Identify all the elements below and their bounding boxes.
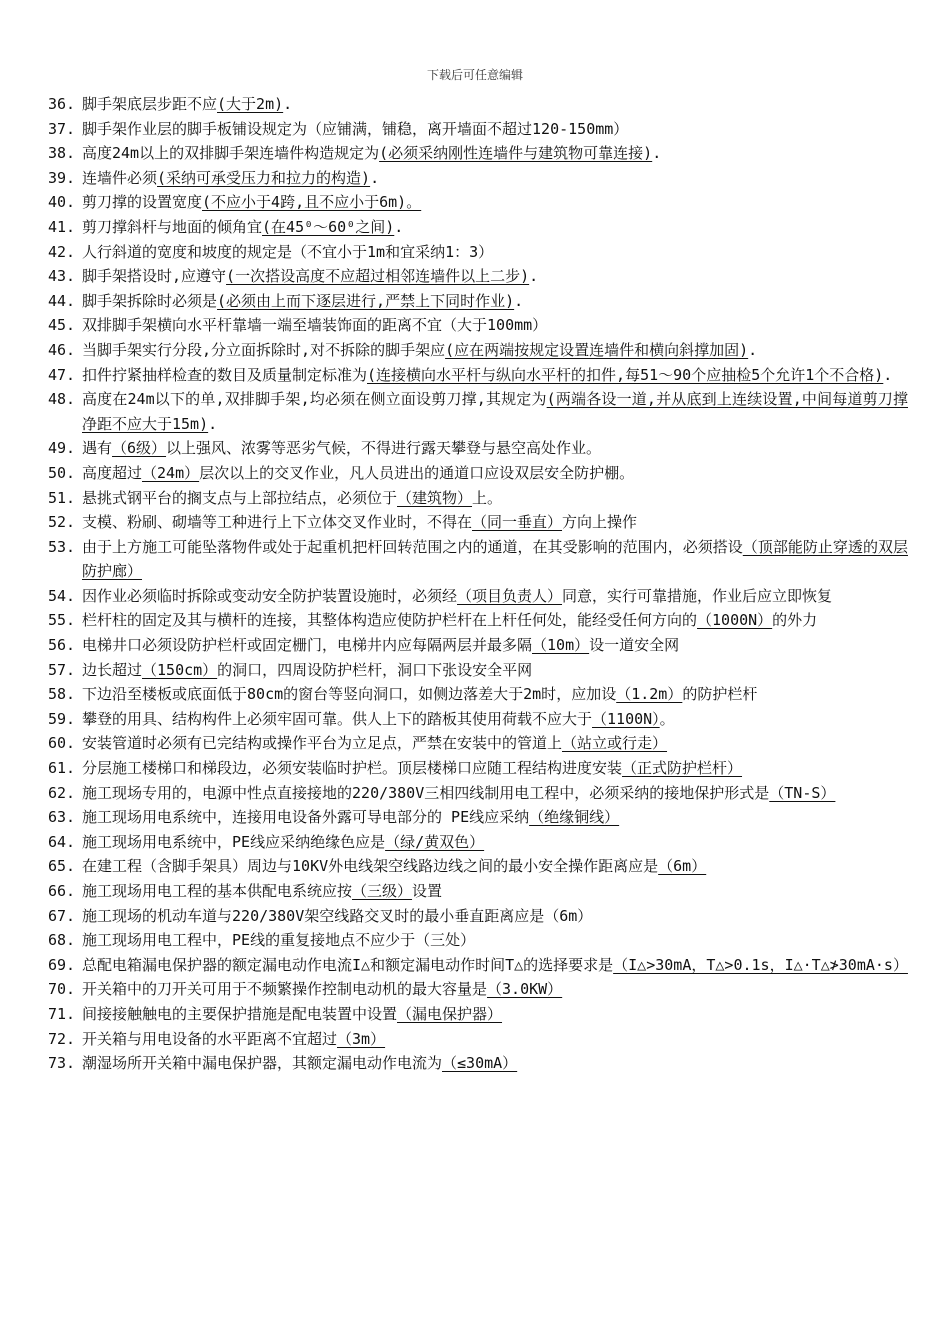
- question-text: [82, 658, 908, 683]
- question-stem: 栏杆柱的固定及其与横杆的连接，其整体构造应使防护栏杆在上杆任何处，能经受任何方向的: [82, 611, 698, 630]
- question-stem: 剪刀撑的设置宽度: [82, 193, 203, 212]
- question-text: [82, 264, 908, 289]
- question-stem: 开关箱中的刀开关可用于不频繁操作控制电动机的最大容量是: [82, 980, 488, 999]
- question-stem: 总配电箱漏电保护器的额定漏电动作电流I△和额定漏电动作时间T△的选择要求是: [82, 955, 614, 974]
- question-text: [82, 461, 908, 486]
- question-number: 73.: [48, 1054, 76, 1073]
- question-text: [82, 805, 908, 830]
- question-text: [82, 240, 908, 265]
- question-text: [82, 756, 908, 781]
- answer-text: （站立或行走）: [562, 734, 668, 753]
- question-item: [48, 240, 908, 265]
- answer-text: （6级）: [112, 439, 167, 458]
- question-item: [48, 781, 908, 806]
- question-item: [48, 289, 908, 314]
- question-item: [48, 117, 908, 142]
- question-tail: .: [208, 414, 218, 433]
- question-tail: 方向上操作: [562, 513, 638, 532]
- question-number: 68.: [48, 931, 76, 950]
- question-stem: 分层施工楼梯口和梯段边，必须安装临时护栏。顶层楼梯口应随工程结构进度安装: [82, 759, 623, 778]
- question-stem: 施工现场的机动车道与220/380V架空线路交叉时的最小垂直距离应是（6m）: [82, 906, 593, 925]
- question-stem: 高度24m以上的双排脚手架连墙件构造规定为: [82, 144, 380, 163]
- question-item: [48, 215, 908, 240]
- answer-text: (必须采纳刚性连墙件与建筑物可靠连接): [379, 144, 653, 163]
- question-number: 59.: [48, 709, 76, 728]
- question-stem: 人行斜道的宽度和坡度的规定是（不宜小于1m和宜采纳1：3）: [82, 242, 494, 261]
- question-stem: 脚手架底层步距不应: [82, 95, 218, 113]
- question-number: 53.: [48, 537, 76, 556]
- answer-text: （漏电保护器）: [397, 1004, 503, 1023]
- question-tail: .: [394, 217, 404, 236]
- answer-text: （绝缘铜线）: [529, 808, 620, 827]
- question-stem: 在建工程（含脚手架具）周边与10KV外电线架空线路边线之间的最小安全操作距离应是: [82, 857, 659, 876]
- question-stem: 支模、粉刷、砌墙等工种进行上下立体交叉作业时，不得在: [82, 513, 473, 532]
- answer-text: (必须由上而下逐层进行,严禁上下同时作业): [217, 291, 515, 310]
- question-tail: 的防护栏杆: [682, 685, 758, 704]
- question-tail: .: [652, 144, 662, 163]
- answer-text: （顶部能防止穿透的双层防护廊）: [82, 537, 908, 581]
- question-tail: .: [283, 95, 293, 113]
- question-stem: 脚手架搭设时,应遵守: [82, 267, 227, 286]
- question-number: 46.: [48, 340, 76, 359]
- question-number: 42.: [48, 242, 76, 261]
- question-item: [48, 928, 908, 953]
- question-stem: 安装管道时必须有已完结构或操作平台为立足点，严禁在安装中的管道上: [82, 734, 563, 753]
- question-number: 57.: [48, 660, 76, 679]
- question-number: 41.: [48, 217, 76, 236]
- question-tail: 的外力: [772, 611, 818, 630]
- question-stem: 施工现场用电工程中，PE线的重复接地点不应少于（三处）: [82, 931, 476, 950]
- question-item: [48, 338, 908, 363]
- answer-text: （项目负责人）: [457, 586, 563, 605]
- answer-text: （150cm）: [142, 660, 218, 679]
- question-number: 58.: [48, 685, 76, 704]
- answer-text: （3.0KW）: [487, 980, 563, 999]
- question-item: [48, 313, 908, 338]
- question-number: 38.: [48, 144, 76, 163]
- question-text: [82, 633, 908, 658]
- question-item: [48, 1027, 908, 1052]
- question-item: [48, 461, 908, 486]
- question-item: [48, 584, 908, 609]
- question-number: 52.: [48, 513, 76, 532]
- question-text: [82, 781, 908, 806]
- answer-text: (应在两端按规定设置连墙件和横向斜撑加固): [445, 340, 749, 359]
- question-text: [82, 313, 908, 338]
- question-item: [48, 830, 908, 855]
- question-item: [48, 387, 908, 436]
- question-stem: 施工现场用电系统中，连接用电设备外露可导电部分的 PE线应采纳: [82, 808, 530, 827]
- answer-text: （TN-S）: [769, 783, 836, 802]
- question-text: [82, 215, 908, 240]
- question-item: [48, 756, 908, 781]
- answer-text: （三级）: [352, 882, 413, 900]
- question-list: [48, 92, 908, 1076]
- question-text: [82, 904, 908, 929]
- question-number: 65.: [48, 857, 76, 876]
- question-stem: 电梯井口必须设防护栏杆或固定栅门，电梯井内应每隔两层并最多隔: [82, 636, 533, 655]
- question-item: [48, 854, 908, 879]
- question-item: [48, 977, 908, 1002]
- question-number: 43.: [48, 267, 76, 286]
- question-tail: 层次以上的交叉作业，凡人员进出的通道口应设双层安全防护棚。: [199, 463, 635, 482]
- question-number: 47.: [48, 365, 76, 384]
- answer-text: (两端各设一道,并从底到上连续设置,中间每道剪刀撑净距不应大于15m): [82, 390, 908, 433]
- question-text: [82, 682, 908, 707]
- question-number: 51.: [48, 488, 76, 507]
- question-stem: 双排脚手架横向水平杆靠墙一端至墙装饰面的距离不宜（大于100mm）: [82, 316, 548, 335]
- question-text: [82, 879, 908, 904]
- question-number: 64.: [48, 832, 76, 851]
- question-tail: .: [883, 365, 893, 384]
- question-number: 49.: [48, 439, 76, 458]
- question-stem: 由于上方施工可能坠落物件或处于起重机把杆回转范围之内的通道，在其受影响的范围内，必须搭设: [82, 537, 743, 556]
- question-text: [82, 608, 908, 633]
- answer-text: （≤30mA）: [442, 1054, 518, 1073]
- question-text: [82, 141, 908, 166]
- question-tail: .: [370, 168, 380, 187]
- question-number: 36.: [48, 95, 76, 113]
- question-item: [48, 363, 908, 388]
- question-stem: 边长超过: [82, 660, 143, 679]
- question-tail: .: [748, 340, 758, 359]
- question-stem: 脚手架作业层的脚手板铺设规定为（应铺满，铺稳，离开墙面不超过120-150mm）: [82, 119, 629, 138]
- question-stem: 开关箱与用电设备的水平距离不宜超过: [82, 1029, 338, 1048]
- answer-text: (大于2m): [217, 95, 284, 113]
- question-tail: 设一道安全网: [589, 636, 680, 655]
- question-tail: 以上强风、浓雾等恶劣气候，不得进行露天攀登与悬空高处作业。: [166, 439, 602, 458]
- question-text: [82, 510, 908, 535]
- question-number: 48.: [48, 390, 76, 409]
- question-item: [48, 953, 908, 978]
- question-item: [48, 141, 908, 166]
- question-stem: 潮湿场所开关箱中漏电保护器，其额定漏电动作电流为: [82, 1054, 443, 1073]
- question-item: [48, 707, 908, 732]
- question-text: [82, 535, 908, 584]
- question-stem: 下边沿至楼板或底面低于80cm的窗台等竖向洞口，如侧边落差大于2m时，应加设: [82, 685, 617, 704]
- question-stem: 遇有: [82, 439, 113, 458]
- question-stem: 间接接触触电的主要保护措施是配电装置中设置: [82, 1004, 398, 1023]
- question-item: [48, 436, 908, 461]
- question-stem: 施工现场用电工程的基本供配电系统应按: [82, 882, 353, 900]
- question-text: [82, 1051, 908, 1076]
- question-text: [82, 117, 908, 142]
- question-text: [82, 436, 908, 461]
- answer-text: (在45⁰～60⁰之间): [262, 217, 395, 236]
- answer-text: （24m）: [142, 463, 200, 482]
- question-item: [48, 1002, 908, 1027]
- question-text: [82, 731, 908, 756]
- question-stem: 高度在24m以下的单,双排脚手架,均必须在侧立面设剪刀撑,其规定为: [82, 390, 547, 409]
- answer-text: （绿/黄双色）: [385, 832, 485, 851]
- question-stem: 连墙件必须: [82, 168, 158, 187]
- question-stem: 施工现场专用的，电源中性点直接接地的220/380V三相四线制用电工程中，必须采纳的接地保护形式是: [82, 783, 770, 802]
- question-number: 70.: [48, 980, 76, 999]
- question-text: [82, 289, 908, 314]
- question-item: [48, 190, 908, 215]
- question-text: [82, 486, 908, 511]
- question-stem: 悬挑式钢平台的搁支点与上部拉结点，必须位于: [82, 488, 398, 507]
- answer-text: （1.2m）: [616, 685, 683, 704]
- question-stem: 脚手架拆除时必须是: [82, 291, 218, 310]
- question-stem: 扣件拧紧抽样检查的数目及质量制定标准为: [82, 365, 368, 384]
- question-text: [82, 166, 908, 191]
- question-stem: 施工现场用电系统中，PE线应采纳绝缘色应是: [82, 832, 386, 851]
- question-text: [82, 928, 908, 953]
- question-tail: 的洞口，四周设防护栏杆，洞口下张设安全平网: [217, 660, 533, 679]
- answer-text: (一次搭设高度不应超过相邻连墙件以上二步): [226, 267, 530, 286]
- question-number: 45.: [48, 316, 76, 335]
- question-item: [48, 92, 908, 117]
- question-item: [48, 633, 908, 658]
- question-stem: 剪刀撑斜杆与地面的倾角宜: [82, 217, 263, 236]
- question-stem: 攀登的用具、结构构件上必须牢固可靠。供人上下的踏板其使用荷载不应大于: [82, 709, 593, 728]
- answer-text: （正式防护栏杆）: [622, 759, 743, 778]
- question-text: [82, 707, 908, 732]
- question-item: [48, 608, 908, 633]
- question-number: 39.: [48, 168, 76, 187]
- question-number: 50.: [48, 463, 76, 482]
- question-item: [48, 166, 908, 191]
- question-number: 44.: [48, 291, 76, 310]
- question-number: 63.: [48, 808, 76, 827]
- question-item: [48, 658, 908, 683]
- question-tail: 同意，实行可靠措施，作业后应立即恢复: [562, 586, 833, 605]
- question-number: 62.: [48, 783, 76, 802]
- question-item: [48, 535, 908, 584]
- question-text: [82, 854, 908, 879]
- question-text: [82, 1002, 908, 1027]
- question-stem: 当脚手架实行分段,分立面拆除时,对不拆除的脚手架应: [82, 340, 446, 359]
- answer-text: （I△>30mA，T△>0.1s，I△·T△≯30mA·s）: [613, 955, 908, 974]
- question-number: 69.: [48, 955, 76, 974]
- question-item: [48, 879, 908, 904]
- question-number: 54.: [48, 586, 76, 605]
- question-tail: .: [514, 291, 524, 310]
- question-text: [82, 190, 908, 215]
- question-item: [48, 805, 908, 830]
- answer-text: (不应小于4跨,且不应小于6m)。: [202, 193, 422, 212]
- question-text: [82, 92, 908, 117]
- question-tail: 设置: [412, 882, 443, 900]
- answer-text: （10m）: [532, 636, 590, 655]
- question-tail: .: [529, 267, 539, 286]
- question-number: 72.: [48, 1029, 76, 1048]
- question-item: [48, 731, 908, 756]
- question-tail: 上。: [472, 488, 503, 507]
- question-number: 61.: [48, 759, 76, 778]
- answer-text: （3m）: [337, 1029, 386, 1048]
- question-text: [82, 977, 908, 1002]
- question-number: 37.: [48, 119, 76, 138]
- answer-text: (连接横向水平杆与纵向水平杆的扣件,每51～90个应抽检5个允许1个不合格): [367, 365, 884, 384]
- question-item: [48, 510, 908, 535]
- question-number: 67.: [48, 906, 76, 925]
- question-number: 40.: [48, 193, 76, 212]
- answer-text: （1100N）: [592, 709, 660, 728]
- answer-text: （建筑物）: [397, 488, 473, 507]
- question-text: [82, 953, 908, 978]
- page-header: 下载后可任意编辑: [426, 68, 523, 82]
- question-item: [48, 486, 908, 511]
- question-number: 66.: [48, 882, 76, 900]
- question-text: [82, 830, 908, 855]
- question-number: 60.: [48, 734, 76, 753]
- question-item: [48, 904, 908, 929]
- answer-text: (采纳可承受压力和拉力的构造): [157, 168, 371, 187]
- question-text: [82, 338, 908, 363]
- question-stem: 高度超过: [82, 463, 143, 482]
- answer-text: （1000N）: [697, 611, 773, 630]
- question-text: [82, 584, 908, 609]
- question-text: [82, 363, 908, 388]
- question-number: 55.: [48, 611, 76, 630]
- question-item: [48, 1051, 908, 1076]
- question-number: 56.: [48, 636, 76, 655]
- question-number: 71.: [48, 1004, 76, 1023]
- question-item: [48, 264, 908, 289]
- question-text: [82, 1027, 908, 1052]
- question-text: [82, 387, 908, 436]
- question-item: [48, 682, 908, 707]
- question-tail: 。: [659, 709, 675, 728]
- question-stem: 因作业必须临时拆除或变动安全防护装置设施时，必须经: [82, 586, 458, 605]
- answer-text: （同一垂直）: [472, 513, 563, 532]
- answer-text: （6m）: [658, 857, 707, 876]
